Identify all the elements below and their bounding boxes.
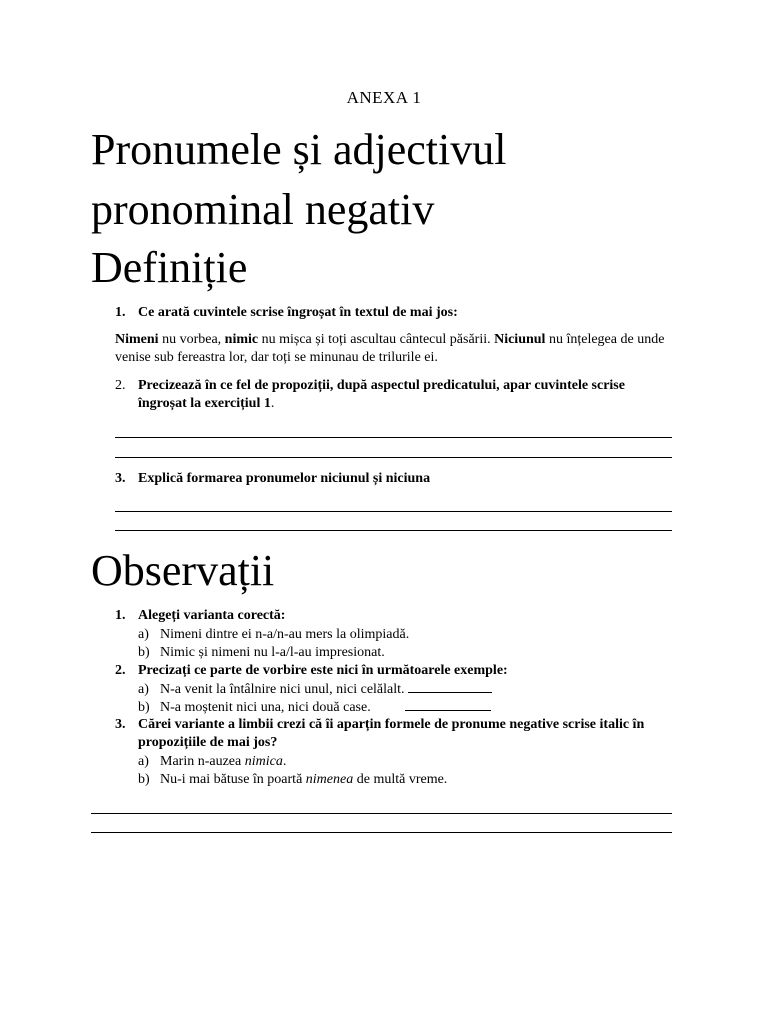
- answer-line[interactable]: [115, 511, 672, 512]
- definition-heading: Definiție: [91, 243, 248, 292]
- question-number: 1.: [115, 305, 126, 320]
- question-text: Ce arată cuvintele scrise îngroșat în textul de mai jos:: [138, 305, 458, 320]
- question-number: 2.: [115, 663, 126, 678]
- option-text: N-a venit la întâlnire nici unul, nici celălalt.: [160, 682, 405, 697]
- answer-line[interactable]: [115, 530, 672, 531]
- option-a: [138, 626, 409, 644]
- option-text-post: de multă vreme.: [353, 772, 448, 787]
- question-text-bold: Precizează în ce fel de propoziții, după aspectul predicatului, apar cuvintele scrise îngroșat la exercițiul 1: [138, 378, 625, 411]
- title-line-2: pronominal negativ: [91, 185, 435, 234]
- option-letter: a): [138, 627, 149, 642]
- option-text: Nimeni dintre ei n-a/n-au mers la olimpiadă.: [160, 627, 410, 642]
- question-text-tail: .: [270, 396, 275, 411]
- option-text: N-a moștenit nici una, nici două case.: [160, 700, 371, 715]
- option-a: [138, 680, 492, 699]
- answer-line[interactable]: [115, 437, 672, 438]
- option-letter: b): [138, 700, 150, 715]
- annex-label: ANEXA 1: [346, 88, 422, 107]
- passage: [115, 331, 675, 367]
- passage-text: nu mișca și toți ascultau cântecul păsării.: [258, 332, 495, 347]
- passage-bold-word: Nimeni: [115, 332, 159, 347]
- answer-line[interactable]: [115, 457, 672, 458]
- option-b: [138, 644, 385, 662]
- option-text-post: .: [282, 754, 287, 769]
- option-text-pre: Marin n-auzea: [160, 754, 245, 769]
- option-b: [138, 698, 491, 717]
- question-text: Explică formarea pronumelor niciunul și niciuna: [138, 471, 431, 486]
- option-text-pre: Nu-i mai bătuse în poartă: [160, 772, 306, 787]
- answer-line[interactable]: [91, 832, 672, 833]
- observations-heading: Observații: [91, 546, 275, 595]
- passage-bold-word: nimic: [224, 332, 259, 347]
- passage-text: nu înțelegea de unde venise sub fereastra lor, dar toți se minunau de trilurile ei.: [115, 332, 665, 365]
- option-text-italic: nimica: [244, 754, 283, 769]
- option-letter: a): [138, 754, 149, 769]
- question-number: 1.: [115, 608, 126, 623]
- question-text: [138, 377, 668, 413]
- question-number: 3.: [115, 471, 126, 486]
- option-text-italic: nimenea: [305, 772, 354, 787]
- question-text: Alegeți varianta corectă:: [138, 608, 286, 623]
- answer-blank[interactable]: [405, 698, 491, 711]
- question-text: Cărei variante a limbii crezi că îi aparțin formele de pronume negative scrise italic în propozițiile de mai jos?: [138, 717, 645, 750]
- option-a: [138, 753, 286, 771]
- answer-blank[interactable]: [408, 680, 492, 693]
- question-text: Precizați ce parte de vorbire este nici în următoarele exemple:: [138, 663, 508, 678]
- question-number: 3.: [115, 717, 126, 732]
- page-title: [91, 120, 506, 240]
- passage-text: nu vorbea,: [158, 332, 225, 347]
- option-b: [138, 771, 447, 789]
- option-text: Nimic și nimeni nu l-a/l-au impresionat.: [160, 645, 385, 660]
- answer-line[interactable]: [91, 813, 672, 814]
- passage-bold-word: Niciunul: [494, 332, 546, 347]
- option-letter: b): [138, 772, 150, 787]
- question-number: 2.: [115, 378, 126, 393]
- option-letter: a): [138, 682, 149, 697]
- title-line-1: Pronumele și adjectivul: [91, 125, 507, 174]
- option-letter: b): [138, 645, 150, 660]
